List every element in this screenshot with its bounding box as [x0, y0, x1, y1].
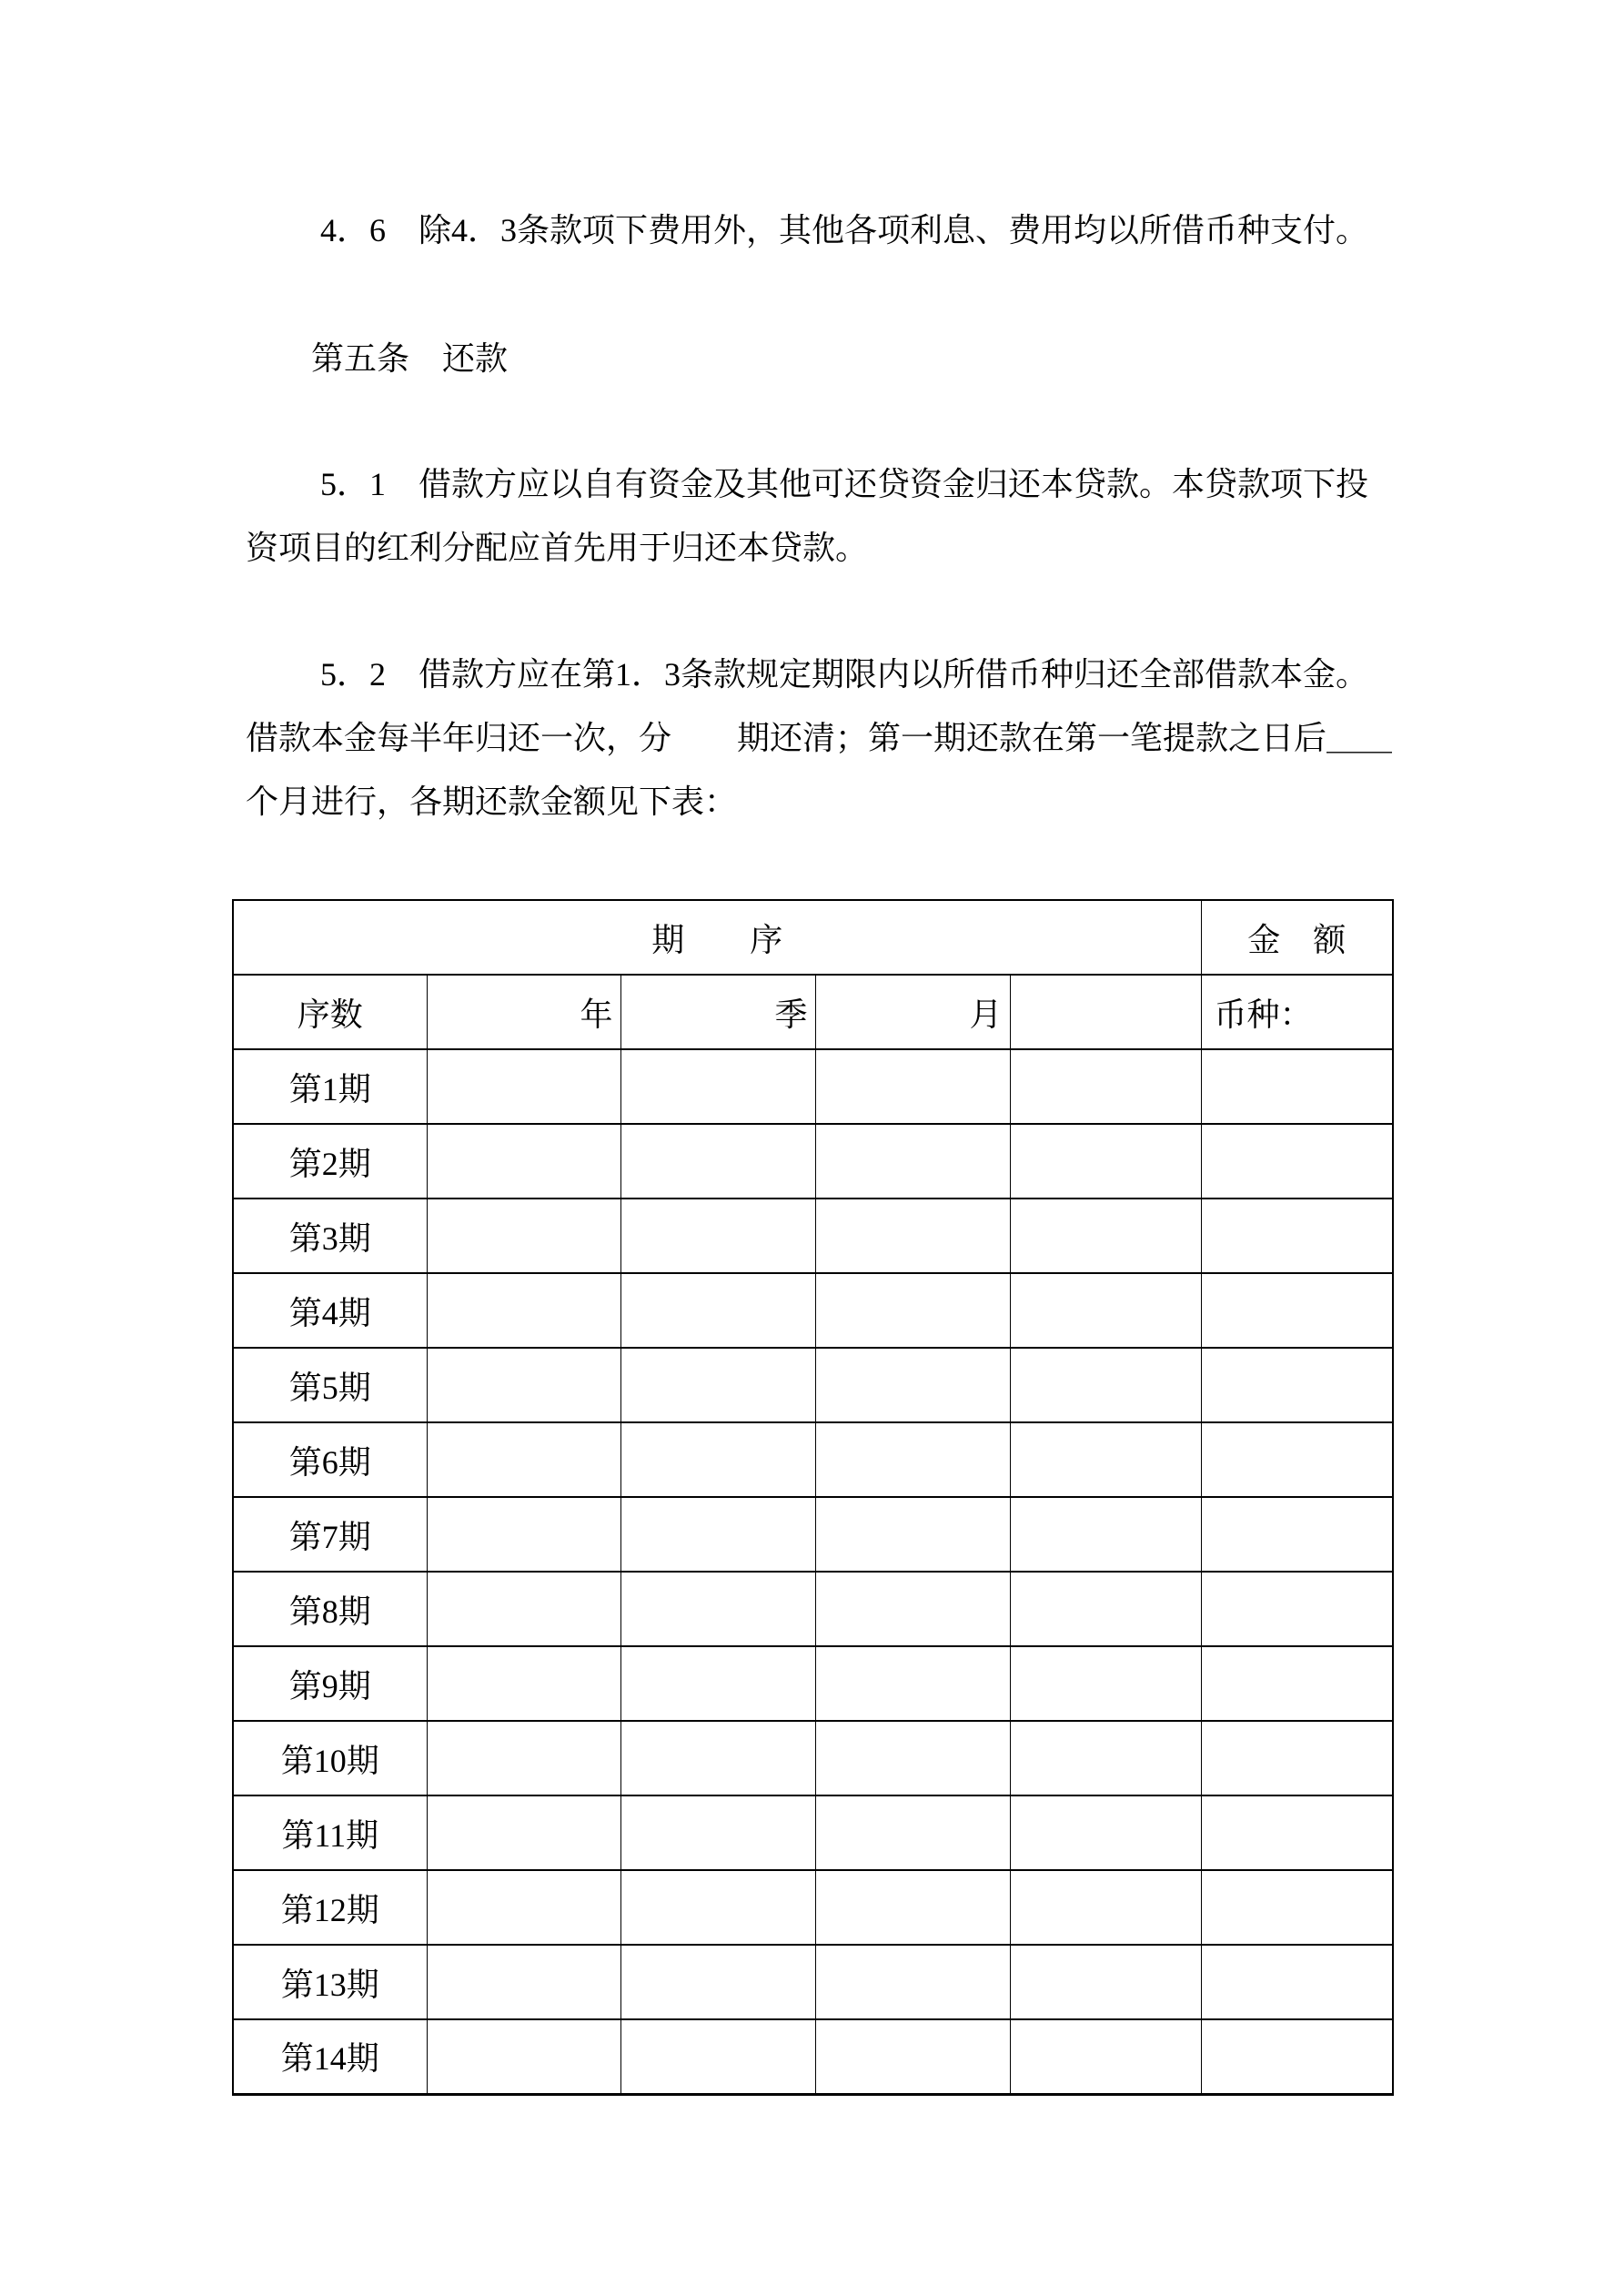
table-row: [233, 1945, 1393, 2019]
table-row: [233, 1273, 1393, 1348]
period-label-cell: 第3期: [233, 1199, 427, 1273]
empty-cell: [1201, 1572, 1393, 1646]
empty-cell: [1010, 1124, 1201, 1199]
empty-cell: [815, 1870, 1010, 1945]
empty-cell: [815, 1348, 1010, 1422]
empty-cell: [1201, 1199, 1393, 1273]
ordinal-header-cell: 序数: [233, 975, 427, 1049]
empty-cell: [427, 2019, 620, 2094]
quarter-header-cell: 季: [620, 975, 815, 1049]
empty-cell: [815, 1795, 1010, 1870]
empty-cell: [815, 1945, 1010, 2019]
table-row: [233, 1422, 1393, 1497]
empty-cell: [620, 1049, 815, 1124]
empty-cell: [815, 1646, 1010, 1721]
empty-cell: [427, 1721, 620, 1795]
table-row: [233, 1049, 1393, 1124]
table-header-row-1: [233, 900, 1393, 975]
empty-cell: [620, 1721, 815, 1795]
empty-cell: [427, 1497, 620, 1572]
empty-cell: [1201, 1795, 1393, 1870]
empty-cell: [620, 1870, 815, 1945]
empty-cell: [620, 1497, 815, 1572]
table-row: [233, 1870, 1393, 1945]
table-row: [233, 1124, 1393, 1199]
period-label-cell: 第4期: [233, 1273, 427, 1348]
table-row: [233, 1795, 1393, 1870]
period-label-cell: 第12期: [233, 1870, 427, 1945]
empty-cell: [815, 1199, 1010, 1273]
empty-cell: [815, 1721, 1010, 1795]
empty-cell: [427, 1124, 620, 1199]
table-row: [233, 2019, 1393, 2094]
table-row: [233, 1348, 1393, 1422]
period-label-cell: 第8期: [233, 1572, 427, 1646]
empty-cell: [1201, 1497, 1393, 1572]
empty-cell: [815, 1124, 1010, 1199]
repayment-schedule-table: [232, 899, 1394, 2096]
table-row: [233, 1199, 1393, 1273]
clause-4-6-text: 4．6 除4．3条款项下费用外，其他各项利息、费用均以所借币种支付。: [320, 212, 1369, 248]
clause-4-6-paragraph: [246, 198, 1428, 262]
empty-cell: [620, 1646, 815, 1721]
empty-cell: [620, 1124, 815, 1199]
empty-cell: [427, 1870, 620, 1945]
empty-cell: [815, 1049, 1010, 1124]
empty-cell: [815, 1497, 1010, 1572]
period-label-cell: 第13期: [233, 1945, 427, 2019]
empty-cell: [620, 1795, 815, 1870]
empty-cell: [1201, 1348, 1393, 1422]
period-label-cell: 第11期: [233, 1795, 427, 1870]
currency-header-cell: 币种：: [1201, 975, 1393, 1049]
empty-cell: [1201, 1945, 1393, 2019]
empty-cell: [1010, 1049, 1201, 1124]
empty-cell: [1010, 1497, 1201, 1572]
period-label-cell: 第5期: [233, 1348, 427, 1422]
period-sequence-header-cell: 期 序: [233, 900, 1201, 975]
table-row: [233, 1646, 1393, 1721]
amount-header-cell: 金 额: [1201, 900, 1393, 975]
blank-header-cell: [1010, 975, 1201, 1049]
clause-5-1-line-2: 资项目的红利分配应首先用于归还本贷款。: [246, 530, 869, 566]
empty-cell: [1010, 1199, 1201, 1273]
period-label-cell: 第7期: [233, 1497, 427, 1572]
empty-cell: [1010, 2019, 1201, 2094]
empty-cell: [620, 1273, 815, 1348]
empty-cell: [620, 1945, 815, 2019]
year-header-cell: 年: [427, 975, 620, 1049]
empty-cell: [1010, 1721, 1201, 1795]
empty-cell: [1201, 2019, 1393, 2094]
empty-cell: [620, 1348, 815, 1422]
empty-cell: [1010, 1348, 1201, 1422]
empty-cell: [815, 1422, 1010, 1497]
empty-cell: [427, 1199, 620, 1273]
article-5-heading: [246, 327, 1428, 390]
empty-cell: [1010, 1273, 1201, 1348]
empty-cell: [620, 1199, 815, 1273]
article-5-heading-text: 第五条 还款: [311, 340, 509, 377]
empty-cell: [815, 2019, 1010, 2094]
empty-cell: [1201, 1124, 1393, 1199]
empty-cell: [620, 1422, 815, 1497]
period-label-cell: 第9期: [233, 1646, 427, 1721]
period-label-cell: 第1期: [233, 1049, 427, 1124]
period-label-cell: 第2期: [233, 1124, 427, 1199]
empty-cell: [1201, 1870, 1393, 1945]
empty-cell: [427, 1049, 620, 1124]
empty-cell: [1010, 1795, 1201, 1870]
month-header-cell: 月: [815, 975, 1010, 1049]
empty-cell: [1201, 1422, 1393, 1497]
empty-cell: [427, 1273, 620, 1348]
empty-cell: [427, 1795, 620, 1870]
empty-cell: [815, 1273, 1010, 1348]
empty-cell: [1010, 1422, 1201, 1497]
empty-cell: [427, 1422, 620, 1497]
period-label-cell: 第10期: [233, 1721, 427, 1795]
empty-cell: [815, 1572, 1010, 1646]
empty-cell: [1010, 1572, 1201, 1646]
clause-5-2-line-2: 借款本金每半年归还一次，分 期还清；第一期还款在第一笔提款之日后＿＿: [246, 720, 1393, 756]
table-row: [233, 1497, 1393, 1572]
table-row: [233, 1721, 1393, 1795]
clause-5-1-line-1: 5．1 借款方应以自有资金及其他可还贷资金归还本贷款。本贷款项下投: [320, 466, 1369, 502]
clause-5-2-line-3: 个月进行，各期还款金额见下表：: [246, 784, 738, 820]
empty-cell: [1201, 1646, 1393, 1721]
clause-5-2-line-1: 5．2 借款方应在第1．3条款规定期限内以所借币种归还全部借款本金。: [320, 656, 1369, 693]
clause-5-1-paragraph: [246, 452, 1428, 580]
empty-cell: [427, 1348, 620, 1422]
table-header-row-2: [233, 975, 1393, 1049]
empty-cell: [1010, 1870, 1201, 1945]
clause-5-2-paragraph: [246, 642, 1428, 834]
empty-cell: [1201, 1721, 1393, 1795]
empty-cell: [427, 1572, 620, 1646]
empty-cell: [620, 1572, 815, 1646]
empty-cell: [620, 2019, 815, 2094]
period-label-cell: 第14期: [233, 2019, 427, 2094]
empty-cell: [1201, 1049, 1393, 1124]
empty-cell: [427, 1945, 620, 2019]
empty-cell: [1010, 1945, 1201, 2019]
empty-cell: [1201, 1273, 1393, 1348]
table-row: [233, 1572, 1393, 1646]
period-label-cell: 第6期: [233, 1422, 427, 1497]
empty-cell: [427, 1646, 620, 1721]
empty-cell: [1010, 1646, 1201, 1721]
